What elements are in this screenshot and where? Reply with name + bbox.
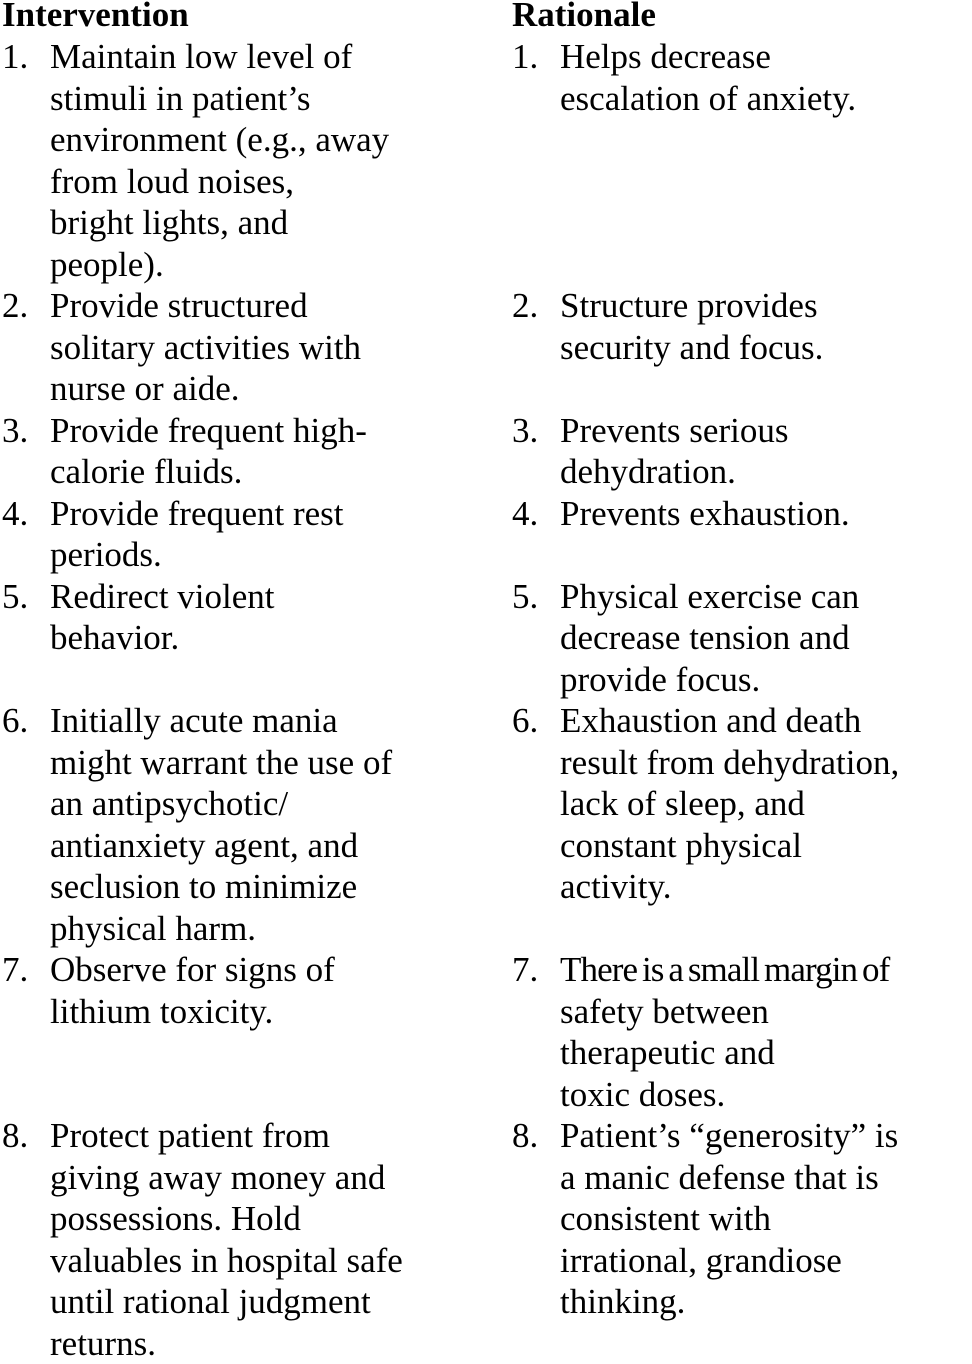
rationale-text-line: a manic defense that is <box>560 1157 972 1199</box>
rationale-column <box>512 0 972 1364</box>
intervention-text-line: antianxiety agent, and <box>50 825 502 867</box>
intervention-item-5 <box>2 576 502 701</box>
rationale-text-line: dehydration. <box>560 451 972 493</box>
rationale-number: 3. <box>512 410 538 452</box>
intervention-text-line: until rational judgment <box>50 1281 502 1323</box>
rationale-item-3 <box>512 410 972 493</box>
rationale-text-line: Patient’s “generosity” is <box>560 1115 972 1157</box>
intervention-item-7 <box>2 949 502 1115</box>
intervention-text-line: seclusion to minimize <box>50 866 502 908</box>
intervention-column <box>2 0 502 1364</box>
intervention-text-line: an antipsychotic/ <box>50 783 502 825</box>
intervention-number: 1. <box>2 36 28 78</box>
intervention-text-line: giving away money and <box>50 1157 502 1199</box>
intervention-header: Intervention <box>2 0 502 36</box>
intervention-text-line: environment (e.g., away <box>50 119 502 161</box>
rationale-text-line: Exhaustion and death <box>560 700 972 742</box>
intervention-text-line: valuables in hospital safe <box>50 1240 502 1282</box>
intervention-text-line: Initially acute mania <box>50 700 502 742</box>
intervention-number: 5. <box>2 576 28 618</box>
rationale-text-line: provide focus. <box>560 659 972 701</box>
rationale-text-line: therapeutic and <box>560 1032 972 1074</box>
rationale-text-line: Physical exercise can <box>560 576 972 618</box>
rationale-text-line: result from dehydration, <box>560 742 972 784</box>
intervention-item-3 <box>2 410 502 493</box>
intervention-item-4 <box>2 493 502 576</box>
rationale-number: 8. <box>512 1115 538 1157</box>
rationale-text-line: lack of sleep, and <box>560 783 972 825</box>
rationale-text-line: consistent with <box>560 1198 972 1240</box>
intervention-text-line: nurse or aide. <box>50 368 502 410</box>
rationale-item-8 <box>512 1115 972 1364</box>
rationale-text-line: thinking. <box>560 1281 972 1323</box>
intervention-text-line: Redirect violent <box>50 576 502 618</box>
intervention-item-2 <box>2 285 502 410</box>
intervention-text-line: Provide frequent rest <box>50 493 502 535</box>
intervention-text-line: Protect patient from <box>50 1115 502 1157</box>
intervention-text-line: Maintain low level of <box>50 36 502 78</box>
rationale-number: 4. <box>512 493 538 535</box>
intervention-text-line: might warrant the use of <box>50 742 502 784</box>
rationale-text-line: escalation of anxiety. <box>560 78 972 120</box>
intervention-text-line: possessions. Hold <box>50 1198 502 1240</box>
intervention-number: 4. <box>2 493 28 535</box>
intervention-item-1 <box>2 36 502 285</box>
rationale-text-line: Structure provides <box>560 285 972 327</box>
rationale-text-line: constant physical <box>560 825 972 867</box>
rationale-text-line: activity. <box>560 866 972 908</box>
intervention-item-8 <box>2 1115 502 1364</box>
rationale-item-5 <box>512 576 972 701</box>
intervention-number: 2. <box>2 285 28 327</box>
intervention-item-6 <box>2 700 502 949</box>
intervention-text-line: periods. <box>50 534 502 576</box>
rationale-text-line: safety between <box>560 991 972 1033</box>
rationale-item-1 <box>512 36 972 285</box>
intervention-text-line: behavior. <box>50 617 502 659</box>
intervention-text-line: from loud noises, <box>50 161 502 203</box>
intervention-number: 3. <box>2 410 28 452</box>
rationale-number: 6. <box>512 700 538 742</box>
rationale-text-line: security and focus. <box>560 327 972 369</box>
intervention-text-line: physical harm. <box>50 908 502 950</box>
intervention-text-line: bright lights, and <box>50 202 502 244</box>
rationale-text-line: There is a small margin of <box>560 949 972 991</box>
intervention-number: 6. <box>2 700 28 742</box>
rationale-item-2 <box>512 285 972 410</box>
intervention-text-line: calorie fluids. <box>50 451 502 493</box>
rationale-text-line: decrease tension and <box>560 617 972 659</box>
rationale-number: 1. <box>512 36 538 78</box>
intervention-number: 7. <box>2 949 28 991</box>
intervention-text-line: stimuli in patient’s <box>50 78 502 120</box>
rationale-text-line: Prevents serious <box>560 410 972 452</box>
rationale-text-line: irrational, grandiose <box>560 1240 972 1282</box>
intervention-text-line: Observe for signs of <box>50 949 502 991</box>
rationale-list <box>512 36 972 1364</box>
intervention-text-line: returns. <box>50 1323 502 1364</box>
intervention-text-line: Provide structured <box>50 285 502 327</box>
intervention-text-line: people). <box>50 244 502 286</box>
intervention-text-line: solitary activities with <box>50 327 502 369</box>
rationale-header: Rationale <box>512 0 972 36</box>
rationale-number: 2. <box>512 285 538 327</box>
intervention-text-line: lithium toxicity. <box>50 991 502 1033</box>
rationale-item-4 <box>512 493 972 576</box>
intervention-text-line: Provide frequent high- <box>50 410 502 452</box>
rationale-text-line: toxic doses. <box>560 1074 972 1116</box>
intervention-number: 8. <box>2 1115 28 1157</box>
intervention-list <box>2 36 502 1364</box>
rationale-text-line: Prevents exhaustion. <box>560 493 972 535</box>
rationale-text-line: Helps decrease <box>560 36 972 78</box>
rationale-item-6 <box>512 700 972 949</box>
rationale-item-7 <box>512 949 972 1115</box>
rationale-number: 7. <box>512 949 538 991</box>
rationale-number: 5. <box>512 576 538 618</box>
